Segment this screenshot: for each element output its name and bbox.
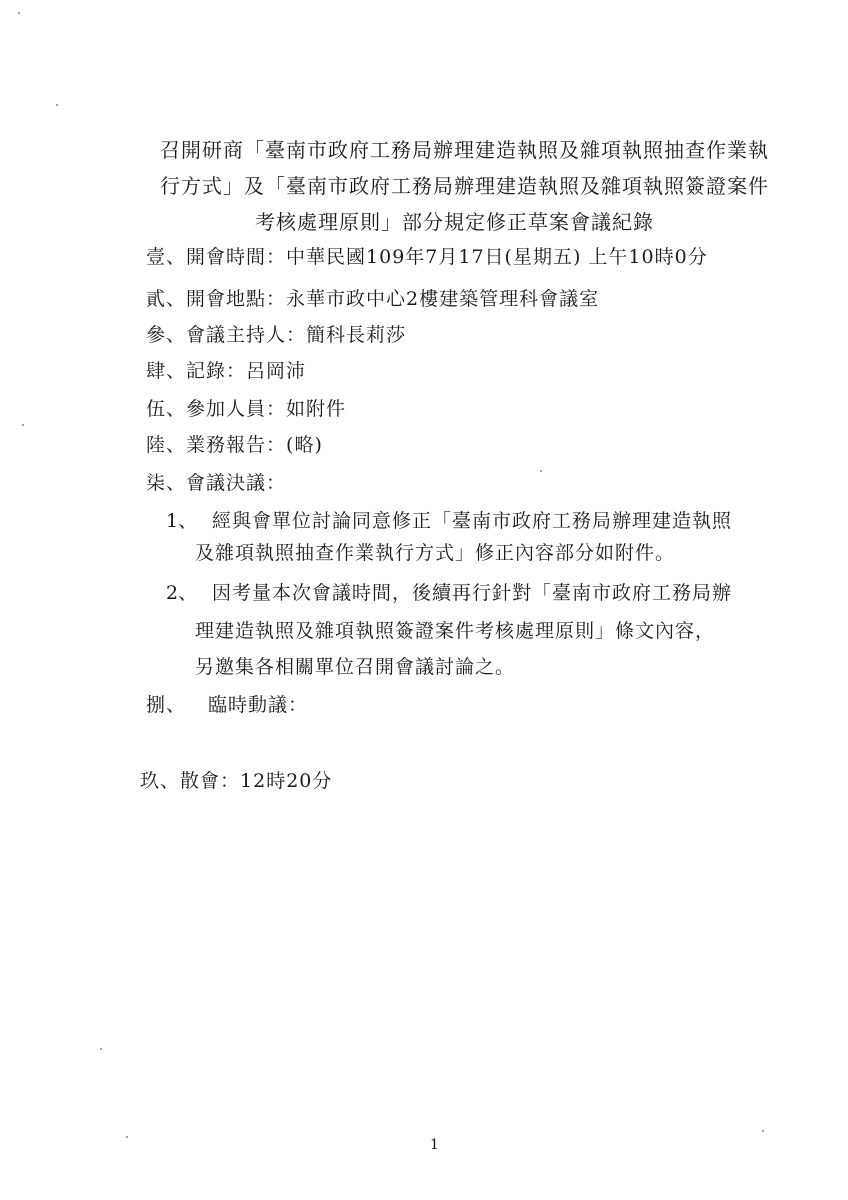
- title-line-2: 行方式」及「臺南市政府工務局辦理建造執照及雜項執照簽證案件: [160, 174, 769, 198]
- section-recorder: [146, 362, 306, 381]
- title-line-3: 考核處理原則」部分規定修正草案會議紀錄: [255, 210, 654, 234]
- section-separator: 、: [166, 398, 187, 420]
- section-text: 參加人員：如附件: [186, 398, 347, 420]
- resolution-1-line-1: 經與會單位討論同意修正「臺南市政府工務局辦理建造執照: [212, 510, 733, 532]
- section-text: 業務報告：(略): [186, 434, 323, 456]
- section-number: 陸: [146, 434, 167, 456]
- section-text: 會議決議：: [186, 472, 287, 494]
- section-separator: 、: [166, 246, 187, 268]
- section-business-report: [146, 436, 323, 455]
- section-separator: 、: [160, 770, 181, 792]
- section-text: 記錄：呂岡沛: [186, 360, 307, 382]
- scan-speck: [22, 424, 24, 426]
- section-separator: 、: [166, 360, 187, 382]
- scan-speck: [762, 1130, 764, 1132]
- section-meeting-time: [146, 248, 708, 267]
- section-separator: 、: [166, 472, 187, 494]
- section-number: 肆: [146, 360, 167, 382]
- resolution-2-number: 2、: [166, 582, 198, 604]
- section-chairperson: [146, 326, 406, 345]
- resolution-1-number: 1、: [166, 510, 198, 532]
- section-extempore-motion: [146, 696, 308, 715]
- scan-speck: [100, 1048, 102, 1050]
- section-text: 散會：12時20分: [180, 770, 333, 792]
- resolution-2-line-1: 因考量本次會議時間，後續再行針對「臺南市政府工務局辦: [212, 582, 733, 604]
- page-number: 1: [430, 1137, 439, 1153]
- resolution-1-line-2: 及雜項執照抽查作業執行方式」修正內容部分如附件。: [195, 542, 676, 564]
- scan-speck: [126, 1136, 128, 1138]
- section-adjournment: [140, 772, 332, 791]
- section-number: 參: [146, 324, 167, 346]
- title-line-1: 召開研商「臺南市政府工務局辦理建造執照及雜項執照抽查作業執: [160, 138, 769, 162]
- section-text: 開會地點：永華市政中心2樓建築管理科會議室: [186, 288, 600, 310]
- resolution-2-line-2: 理建造執照及雜項執照簽證案件考核處理原則」條文內容，: [195, 620, 716, 642]
- section-text: 會議主持人：簡科長莉莎: [186, 324, 407, 346]
- section-text: 臨時動議：: [208, 694, 309, 716]
- section-number: 壹: [146, 246, 167, 268]
- section-number: 貳: [146, 288, 167, 310]
- section-separator: 、: [166, 694, 187, 716]
- section-separator: 、: [166, 324, 187, 346]
- section-resolutions: [146, 474, 286, 493]
- resolution-2-line-3: 另邀集各相關單位召開會議討論之。: [195, 656, 516, 678]
- section-number: 伍: [146, 398, 167, 420]
- section-attendees: [146, 400, 346, 419]
- section-separator: 、: [166, 288, 187, 310]
- scan-speck: [18, 12, 20, 14]
- section-meeting-place: [146, 290, 599, 309]
- scan-speck: [56, 104, 58, 106]
- section-number: 玖: [140, 770, 161, 792]
- section-text: 開會時間：中華民國109年7月17日(星期五) 上午10時0分: [186, 246, 708, 268]
- section-number: 捌: [146, 694, 167, 716]
- section-separator: 、: [166, 434, 187, 456]
- scan-speck: [540, 470, 542, 472]
- section-number: 柒: [146, 472, 167, 494]
